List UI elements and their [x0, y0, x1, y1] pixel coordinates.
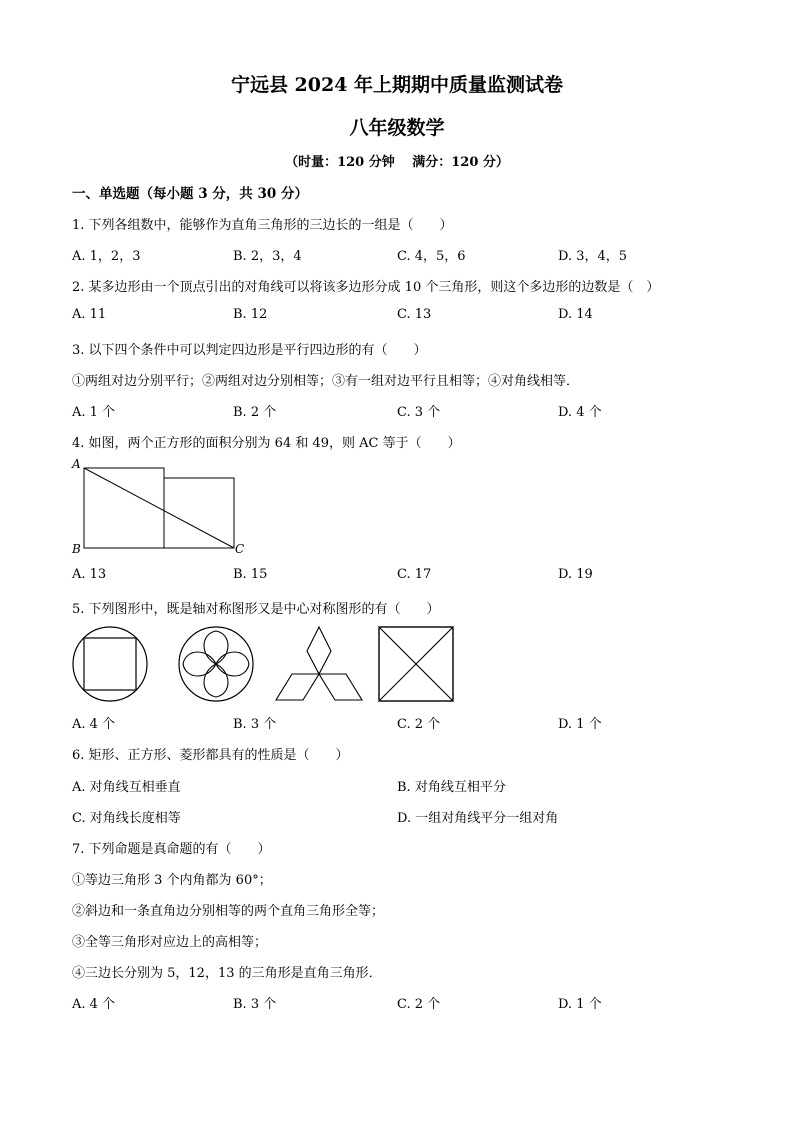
q4-option-a: A. 13 — [72, 567, 107, 582]
two-squares-figure — [60, 455, 260, 560]
q6-option-b: B. 对角线互相平分 — [397, 780, 506, 795]
q7-statement-1: ①等边三角形 3 个内角都为 60°； — [72, 873, 272, 888]
q7-option-c: C. 2 个 — [397, 997, 441, 1012]
q5-option-c: C. 2 个 — [397, 717, 441, 732]
exam-subtitle: 八年级数学 — [349, 117, 445, 139]
label-b: B — [72, 542, 81, 556]
q7-option-a: A. 4 个 — [72, 997, 116, 1012]
q5-option-d: D. 1 个 — [558, 717, 602, 732]
q3-option-b: B. 2 个 — [233, 405, 277, 420]
q4-option-d: D. 19 — [558, 567, 593, 582]
question-5-stem: 5. 下列图形中，既是轴对称图形又是中心对称图形的有（ ） — [72, 602, 440, 617]
figure-circle-petals — [178, 626, 254, 702]
q3-option-c: C. 3 个 — [397, 405, 441, 420]
q7-statement-4: ④三边长分别为 5，12，13 的三角形是直角三角形． — [72, 966, 382, 981]
q1-option-c: C. 4，5，6 — [397, 249, 466, 264]
small-square — [164, 478, 234, 548]
q1-option-a: A. 1，2，3 — [72, 249, 141, 264]
q7-option-b: B. 3 个 — [233, 997, 277, 1012]
question-1-stem: 1. 下列各组数中，能够作为直角三角形的三边长的一组是（ ） — [72, 218, 453, 233]
q6-option-a: A. 对角线互相垂直 — [72, 780, 181, 795]
exam-title: 宁远县 2024 年上期期中质量监测试卷 — [230, 74, 564, 96]
q7-statement-2: ②斜边和一条直角边分别相等的两个直角三角形全等； — [72, 904, 385, 919]
q4-option-c: C. 17 — [397, 567, 432, 582]
q2-option-c: C. 13 — [397, 307, 432, 322]
figure-circle-square — [72, 626, 148, 702]
q3-option-a: A. 1 个 — [72, 405, 116, 420]
label-c: C — [235, 542, 245, 556]
q6-option-d: D. 一组对角线平分一组对角 — [397, 811, 559, 826]
section-heading: 一、单选题（每小题 3 分，共 30 分） — [72, 186, 308, 202]
q2-option-b: B. 12 — [233, 307, 268, 322]
q6-option-c: C. 对角线长度相等 — [72, 811, 181, 826]
q5-option-a: A. 4 个 — [72, 717, 116, 732]
q2-option-a: A. 11 — [72, 307, 107, 322]
question-6-stem: 6. 矩形、正方形、菱形都具有的性质是（ ） — [72, 748, 349, 763]
q7-option-d: D. 1 个 — [558, 997, 602, 1012]
figure-square-diagonals — [378, 626, 454, 702]
figure-three-rhombi — [274, 626, 364, 702]
question-3-stem: 3. 以下四个条件中可以判定四边形是平行四边形的有（ ） — [72, 343, 427, 358]
label-a: A — [72, 457, 81, 471]
q3-option-d: D. 4 个 — [558, 405, 602, 420]
question-7-stem: 7. 下列命题是真命题的有（ ） — [72, 842, 271, 857]
exam-meta: （时量：120 分钟 满分：120 分） — [285, 155, 509, 170]
q5-option-b: B. 3 个 — [233, 717, 277, 732]
question-3-conditions: ①两组对边分别平行；②两组对边分别相等；③有一组对边平行且相等；④对角线相等． — [72, 374, 580, 389]
q1-option-d: D. 3，4，5 — [558, 249, 628, 264]
q2-option-d: D. 14 — [558, 307, 593, 322]
q7-statement-3: ③全等三角形对应边上的高相等； — [72, 935, 268, 950]
segment-ac — [84, 468, 234, 548]
q1-option-b: B. 2，3，4 — [233, 249, 302, 264]
question-4-stem: 4. 如图，两个正方形的面积分别为 64 和 49，则 AC 等于（ ） — [72, 436, 461, 451]
q4-option-b: B. 15 — [233, 567, 268, 582]
large-square — [84, 468, 164, 548]
question-2-stem: 2. 某多边形由一个顶点引出的对角线可以将该多边形分成 10 个三角形，则这个多边形的边数是（ ） — [72, 280, 660, 295]
